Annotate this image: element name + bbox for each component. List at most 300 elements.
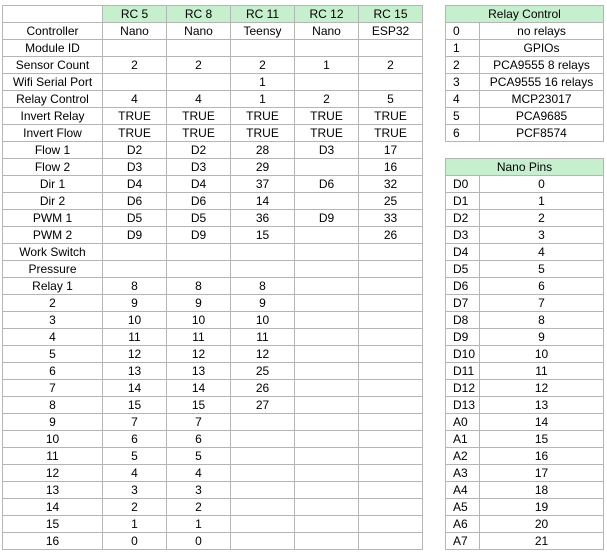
table-row [3, 261, 423, 278]
column-header[interactable]: RC 15 [359, 6, 423, 23]
row-label[interactable]: PWM 2 [3, 227, 103, 244]
table-cell[interactable] [231, 40, 295, 57]
table-cell[interactable]: TRUE [103, 125, 167, 142]
table-cell[interactable]: 4 [167, 465, 231, 482]
value-cell[interactable]: MCP23017 [480, 91, 604, 108]
controller-config-table [2, 5, 423, 550]
table-row [3, 363, 423, 380]
table-cell[interactable]: D9 [167, 227, 231, 244]
table-cell[interactable]: 12 [103, 346, 167, 363]
table-cell[interactable]: 4 [103, 465, 167, 482]
key-cell[interactable]: D0 [446, 176, 480, 193]
table-cell[interactable] [359, 499, 423, 516]
key-cell[interactable]: D13 [446, 397, 480, 414]
table-row [446, 125, 604, 142]
key-cell[interactable]: D6 [446, 278, 480, 295]
value-cell[interactable]: PCA9685 [480, 108, 604, 125]
table-row [446, 380, 604, 397]
row-label[interactable]: 9 [3, 414, 103, 431]
table-row [3, 431, 423, 448]
key-cell[interactable]: D10 [446, 346, 480, 363]
table-cell[interactable]: D6 [167, 193, 231, 210]
table-cell[interactable] [103, 40, 167, 57]
table-cell[interactable]: 27 [231, 397, 295, 414]
table-cell[interactable]: Nano [103, 23, 167, 40]
table-cell[interactable]: D9 [295, 210, 359, 227]
value-cell[interactable]: 3 [480, 227, 604, 244]
table-row [446, 91, 604, 108]
table-cell[interactable]: D5 [103, 210, 167, 227]
table-cell[interactable]: 10 [103, 312, 167, 329]
table-cell[interactable]: TRUE [295, 125, 359, 142]
key-cell[interactable]: D12 [446, 380, 480, 397]
value-cell[interactable]: 1 [480, 193, 604, 210]
value-cell[interactable]: 14 [480, 414, 604, 431]
value-cell[interactable]: 16 [480, 448, 604, 465]
table-row [446, 74, 604, 91]
table-cell[interactable]: 12 [167, 346, 231, 363]
table-row [446, 414, 604, 431]
value-cell[interactable]: 11 [480, 363, 604, 380]
row-label[interactable]: 11 [3, 448, 103, 465]
key-cell[interactable]: A6 [446, 516, 480, 533]
table-cell[interactable]: 4 [103, 91, 167, 108]
table-row [3, 414, 423, 431]
table-cell[interactable]: D4 [103, 176, 167, 193]
table-cell[interactable]: TRUE [167, 125, 231, 142]
table-cell[interactable]: 10 [167, 312, 231, 329]
table-cell[interactable] [359, 414, 423, 431]
table-cell[interactable]: Teensy [231, 23, 295, 40]
table-cell[interactable] [295, 363, 359, 380]
table-row [3, 159, 423, 176]
key-cell[interactable]: 3 [446, 74, 480, 91]
table-cell[interactable]: D2 [103, 142, 167, 159]
table-cell[interactable] [295, 397, 359, 414]
table-cell[interactable]: TRUE [295, 108, 359, 125]
value-cell[interactable]: GPIOs [480, 40, 604, 57]
row-label[interactable]: Invert Relay [3, 108, 103, 125]
table-cell[interactable] [231, 533, 295, 550]
row-label[interactable]: 3 [3, 312, 103, 329]
column-header[interactable]: RC 12 [295, 6, 359, 23]
key-cell[interactable]: A4 [446, 482, 480, 499]
value-cell[interactable]: 13 [480, 397, 604, 414]
table-cell[interactable] [359, 380, 423, 397]
table-cell[interactable] [359, 516, 423, 533]
table-cell[interactable] [295, 40, 359, 57]
table-cell[interactable] [231, 516, 295, 533]
key-cell[interactable]: 4 [446, 91, 480, 108]
row-label[interactable]: 16 [3, 533, 103, 550]
nano-pins-table [445, 158, 604, 550]
column-header[interactable]: RC 11 [231, 6, 295, 23]
table-cell[interactable] [103, 74, 167, 91]
table-cell[interactable]: Nano [167, 23, 231, 40]
table-cell[interactable] [231, 482, 295, 499]
table-row [446, 278, 604, 295]
key-cell[interactable]: 2 [446, 57, 480, 74]
table-cell[interactable]: D5 [167, 210, 231, 227]
table-cell[interactable]: D9 [103, 227, 167, 244]
key-cell[interactable]: A3 [446, 465, 480, 482]
table-cell[interactable]: 2 [231, 57, 295, 74]
table-title[interactable]: Nano Pins [446, 159, 604, 176]
key-cell[interactable]: D1 [446, 193, 480, 210]
value-cell[interactable]: 18 [480, 482, 604, 499]
row-label[interactable]: Flow 2 [3, 159, 103, 176]
table-cell[interactable]: 4 [167, 91, 231, 108]
table-row [3, 380, 423, 397]
table-cell[interactable]: TRUE [359, 108, 423, 125]
header-row [3, 6, 423, 23]
table-cell[interactable]: 1 [103, 516, 167, 533]
table-cell[interactable]: 6 [167, 431, 231, 448]
table-cell[interactable] [359, 431, 423, 448]
value-cell[interactable]: 17 [480, 465, 604, 482]
value-cell[interactable]: 8 [480, 312, 604, 329]
table-cell[interactable] [359, 244, 423, 261]
row-label[interactable]: Invert Flow [3, 125, 103, 142]
table-cell[interactable]: 11 [231, 329, 295, 346]
table-cell[interactable]: D3 [295, 142, 359, 159]
table-row [446, 193, 604, 210]
value-cell[interactable]: PCA9555 8 relays [480, 57, 604, 74]
table-cell[interactable] [231, 414, 295, 431]
table-row [3, 244, 423, 261]
table-cell[interactable]: 8 [103, 278, 167, 295]
row-label[interactable]: 5 [3, 346, 103, 363]
table-cell[interactable]: 2 [359, 57, 423, 74]
row-label[interactable]: 4 [3, 329, 103, 346]
value-cell[interactable]: no relays [480, 23, 604, 40]
table-cell[interactable]: 1 [231, 91, 295, 108]
table-cell[interactable]: 15 [103, 397, 167, 414]
table-cell[interactable] [167, 244, 231, 261]
table-cell[interactable]: 26 [231, 380, 295, 397]
table-cell[interactable]: TRUE [167, 108, 231, 125]
table-cell[interactable]: D6 [295, 176, 359, 193]
table-cell[interactable]: 2 [167, 499, 231, 516]
key-cell[interactable]: D3 [446, 227, 480, 244]
table-cell[interactable]: Nano [295, 23, 359, 40]
table-row [3, 176, 423, 193]
table-row [3, 57, 423, 74]
value-cell[interactable]: 4 [480, 244, 604, 261]
value-cell[interactable]: 12 [480, 380, 604, 397]
table-row [446, 516, 604, 533]
table-row [446, 431, 604, 448]
table-cell[interactable] [359, 448, 423, 465]
key-cell[interactable]: A5 [446, 499, 480, 516]
table-cell[interactable] [295, 346, 359, 363]
key-cell[interactable]: D2 [446, 210, 480, 227]
table-row [3, 465, 423, 482]
table-row [3, 91, 423, 108]
table-cell[interactable] [359, 295, 423, 312]
row-label[interactable]: Dir 2 [3, 193, 103, 210]
value-cell[interactable]: 2 [480, 210, 604, 227]
row-label[interactable]: 10 [3, 431, 103, 448]
value-cell[interactable]: 21 [480, 533, 604, 550]
table-cell[interactable] [295, 159, 359, 176]
table-cell[interactable] [167, 74, 231, 91]
table-cell[interactable]: 0 [103, 533, 167, 550]
key-cell[interactable]: A7 [446, 533, 480, 550]
value-cell[interactable]: 6 [480, 278, 604, 295]
table-cell[interactable]: 25 [231, 363, 295, 380]
table-row [3, 210, 423, 227]
table-cell[interactable]: 36 [231, 210, 295, 227]
key-cell[interactable]: A2 [446, 448, 480, 465]
table-cell[interactable]: 25 [359, 193, 423, 210]
table-cell[interactable]: 32 [359, 176, 423, 193]
table-cell[interactable] [359, 261, 423, 278]
table-row [446, 57, 604, 74]
table-cell[interactable]: 9 [103, 295, 167, 312]
table-cell[interactable] [295, 533, 359, 550]
table-cell[interactable] [359, 465, 423, 482]
table-cell[interactable] [231, 465, 295, 482]
table-cell[interactable] [231, 244, 295, 261]
table-cell[interactable] [167, 261, 231, 278]
table-cell[interactable]: D2 [167, 142, 231, 159]
table-cell[interactable]: 3 [167, 482, 231, 499]
key-cell[interactable]: 5 [446, 108, 480, 125]
table-cell[interactable] [295, 431, 359, 448]
key-cell[interactable]: D8 [446, 312, 480, 329]
table-cell[interactable] [359, 363, 423, 380]
key-cell[interactable]: D9 [446, 329, 480, 346]
table-cell[interactable]: 5 [359, 91, 423, 108]
key-cell[interactable]: A0 [446, 414, 480, 431]
table-cell[interactable]: TRUE [231, 108, 295, 125]
column-header[interactable]: RC 8 [167, 6, 231, 23]
key-cell[interactable]: D5 [446, 261, 480, 278]
table-cell[interactable]: 9 [167, 295, 231, 312]
table-cell[interactable]: 2 [167, 57, 231, 74]
row-label[interactable]: 6 [3, 363, 103, 380]
table-cell[interactable]: 1 [167, 516, 231, 533]
key-cell[interactable]: A1 [446, 431, 480, 448]
value-cell[interactable]: PCF8574 [480, 125, 604, 142]
table-cell[interactable] [359, 40, 423, 57]
table-cell[interactable]: 6 [103, 431, 167, 448]
table-cell[interactable]: TRUE [103, 108, 167, 125]
table-cell[interactable] [231, 431, 295, 448]
table-cell[interactable] [359, 312, 423, 329]
table-cell[interactable] [295, 499, 359, 516]
table-cell[interactable]: TRUE [231, 125, 295, 142]
table-cell[interactable]: 7 [103, 414, 167, 431]
table-cell[interactable] [295, 329, 359, 346]
table-row [446, 397, 604, 414]
row-label[interactable]: Module ID [3, 40, 103, 57]
table-cell[interactable] [295, 482, 359, 499]
table-row [446, 108, 604, 125]
table-cell[interactable]: 9 [231, 295, 295, 312]
row-label[interactable]: Wifi Serial Port [3, 74, 103, 91]
value-cell[interactable]: PCA9555 16 relays [480, 74, 604, 91]
table-cell[interactable] [295, 516, 359, 533]
value-cell[interactable]: 0 [480, 176, 604, 193]
row-label[interactable]: Sensor Count [3, 57, 103, 74]
table-cell[interactable] [231, 261, 295, 278]
row-label[interactable]: 12 [3, 465, 103, 482]
table-cell[interactable]: 5 [167, 448, 231, 465]
table-cell[interactable]: 29 [231, 159, 295, 176]
row-label[interactable]: 8 [3, 397, 103, 414]
table-cell[interactable]: 1 [295, 57, 359, 74]
corner-cell[interactable] [3, 6, 103, 23]
table-row [3, 74, 423, 91]
row-label[interactable]: Pressure [3, 261, 103, 278]
table-cell[interactable] [231, 448, 295, 465]
table-row [3, 499, 423, 516]
value-cell[interactable]: 9 [480, 329, 604, 346]
table-cell[interactable]: ESP32 [359, 23, 423, 40]
table-row [446, 244, 604, 261]
value-cell[interactable]: 5 [480, 261, 604, 278]
table-cell[interactable] [295, 465, 359, 482]
row-label[interactable]: 15 [3, 516, 103, 533]
table-cell[interactable]: D4 [167, 176, 231, 193]
table-cell[interactable]: D6 [103, 193, 167, 210]
table-cell[interactable]: D3 [103, 159, 167, 176]
table-cell[interactable]: 28 [231, 142, 295, 159]
table-cell[interactable]: 2 [103, 499, 167, 516]
table-cell[interactable] [359, 397, 423, 414]
table-cell[interactable] [295, 227, 359, 244]
table-row [446, 227, 604, 244]
table-cell[interactable]: 5 [103, 448, 167, 465]
value-cell[interactable]: 19 [480, 499, 604, 516]
table-cell[interactable] [103, 244, 167, 261]
table-cell[interactable]: 15 [167, 397, 231, 414]
row-label[interactable]: 13 [3, 482, 103, 499]
table-row [3, 533, 423, 550]
table-cell[interactable]: 7 [167, 414, 231, 431]
table-cell[interactable] [167, 40, 231, 57]
table-cell[interactable] [295, 261, 359, 278]
table-row [446, 465, 604, 482]
row-label[interactable]: Relay Control [3, 91, 103, 108]
table-cell[interactable] [359, 533, 423, 550]
table-cell[interactable] [231, 499, 295, 516]
table-row [3, 40, 423, 57]
table-cell[interactable] [295, 312, 359, 329]
table-row [3, 312, 423, 329]
table-cell[interactable] [295, 278, 359, 295]
table-cell[interactable]: 14 [103, 380, 167, 397]
table-title[interactable]: Relay Control [446, 6, 604, 23]
table-cell[interactable]: TRUE [359, 125, 423, 142]
key-cell[interactable]: D4 [446, 244, 480, 261]
table-cell[interactable]: 33 [359, 210, 423, 227]
table-cell[interactable]: 3 [103, 482, 167, 499]
table-row [3, 397, 423, 414]
table-cell[interactable]: 17 [359, 142, 423, 159]
table-row [446, 23, 604, 40]
table-cell[interactable]: 16 [359, 159, 423, 176]
key-cell[interactable]: D7 [446, 295, 480, 312]
row-label[interactable]: 2 [3, 295, 103, 312]
table-cell[interactable]: 2 [295, 91, 359, 108]
value-cell[interactable]: 15 [480, 431, 604, 448]
table-cell[interactable] [295, 448, 359, 465]
table-cell[interactable]: 0 [167, 533, 231, 550]
key-cell[interactable]: 0 [446, 23, 480, 40]
table-cell[interactable] [295, 74, 359, 91]
value-cell[interactable]: 7 [480, 295, 604, 312]
header-row [446, 159, 604, 176]
row-label[interactable]: 14 [3, 499, 103, 516]
table-row [446, 363, 604, 380]
table-row [3, 142, 423, 159]
table-cell[interactable] [359, 482, 423, 499]
relay-control-table [445, 5, 604, 142]
column-header[interactable]: RC 5 [103, 6, 167, 23]
table-cell[interactable] [295, 244, 359, 261]
table-cell[interactable]: 37 [231, 176, 295, 193]
table-cell[interactable] [295, 193, 359, 210]
table-row [3, 482, 423, 499]
table-cell[interactable] [295, 414, 359, 431]
table-cell[interactable] [295, 295, 359, 312]
table-cell[interactable] [359, 329, 423, 346]
table-cell[interactable] [359, 346, 423, 363]
row-label[interactable]: Controller [3, 23, 103, 40]
table-cell[interactable] [295, 380, 359, 397]
table-cell[interactable] [359, 278, 423, 295]
table-cell[interactable]: 15 [231, 227, 295, 244]
table-cell[interactable]: 13 [103, 363, 167, 380]
row-label[interactable]: Work Switch [3, 244, 103, 261]
table-cell[interactable]: 2 [103, 57, 167, 74]
table-cell[interactable]: 13 [167, 363, 231, 380]
row-label[interactable]: Relay 1 [3, 278, 103, 295]
table-cell[interactable]: 8 [167, 278, 231, 295]
row-label[interactable]: Flow 1 [3, 142, 103, 159]
table-cell[interactable] [103, 261, 167, 278]
table-cell[interactable]: 1 [231, 74, 295, 91]
key-cell[interactable]: 1 [446, 40, 480, 57]
key-cell[interactable]: 6 [446, 125, 480, 142]
row-label[interactable]: Dir 1 [3, 176, 103, 193]
table-row [446, 482, 604, 499]
table-cell[interactable]: 14 [231, 193, 295, 210]
table-cell[interactable]: D3 [167, 159, 231, 176]
table-cell[interactable] [359, 74, 423, 91]
key-cell[interactable]: D11 [446, 363, 480, 380]
table-cell[interactable]: 11 [167, 329, 231, 346]
table-row [446, 448, 604, 465]
table-cell[interactable]: 26 [359, 227, 423, 244]
table-cell[interactable]: 12 [231, 346, 295, 363]
table-row [446, 295, 604, 312]
table-row [3, 295, 423, 312]
table-cell[interactable]: 11 [103, 329, 167, 346]
row-label[interactable]: 7 [3, 380, 103, 397]
table-row [446, 176, 604, 193]
row-label[interactable]: PWM 1 [3, 210, 103, 227]
table-cell[interactable]: 8 [231, 278, 295, 295]
table-cell[interactable]: 14 [167, 380, 231, 397]
table-cell[interactable]: 10 [231, 312, 295, 329]
value-cell[interactable]: 10 [480, 346, 604, 363]
table-row [446, 329, 604, 346]
value-cell[interactable]: 20 [480, 516, 604, 533]
